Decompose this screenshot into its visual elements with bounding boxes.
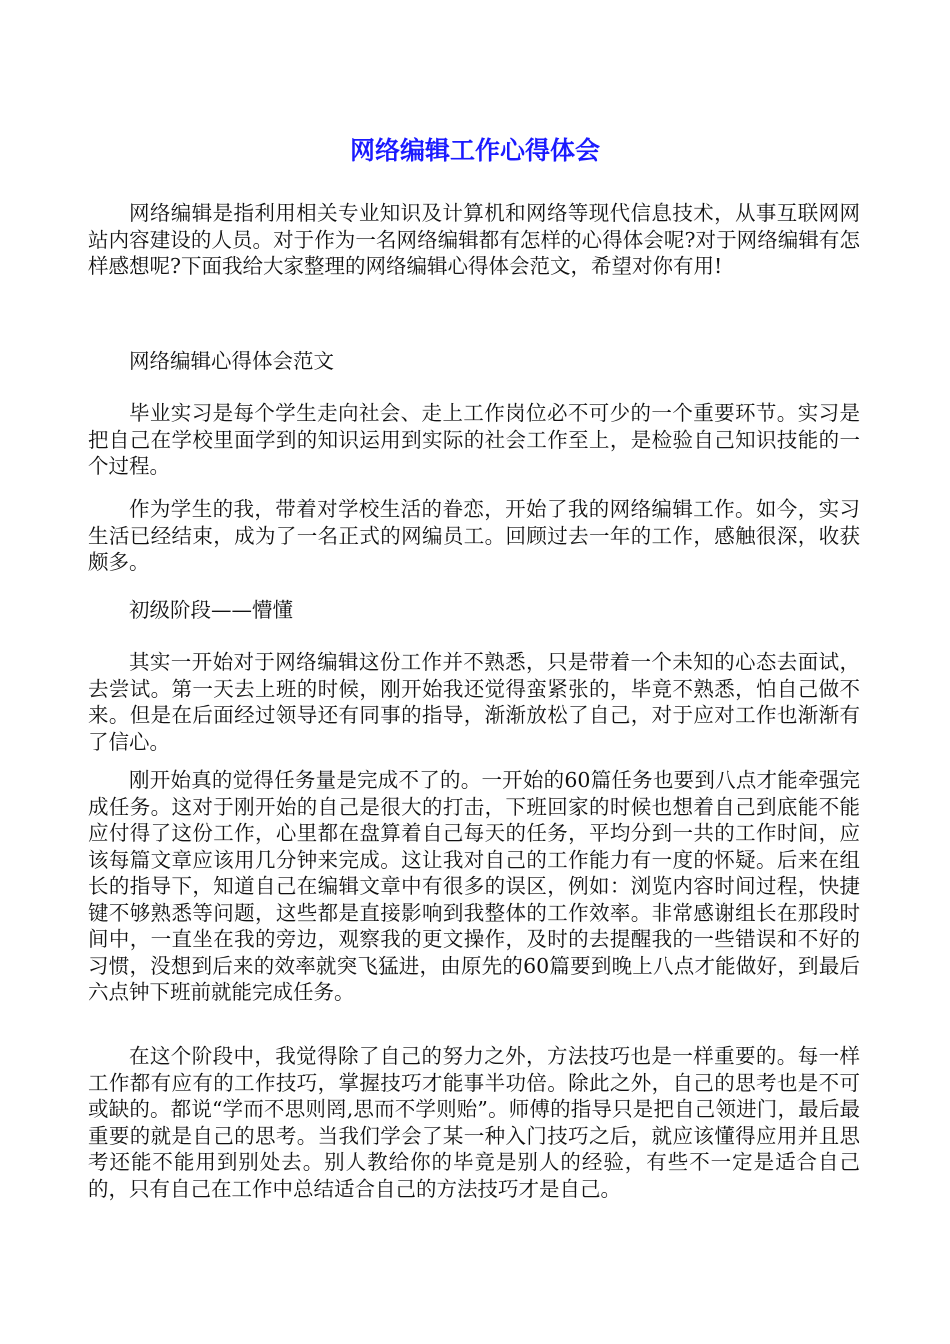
section-heading-stage: 初级阶段——懵懂 <box>129 598 293 622</box>
paragraph-internship: 毕业实习是每个学生走向社会、走上工作岗位必不可少的一个重要环节。实习是把自己在学校里面学到的知识运用到实际的社会工作至上，是检验自己知识技能的一个过程。 <box>88 401 860 478</box>
paragraph-workload: 刚开始真的觉得任务量是完成不了的。一开始的60篇任务也要到八点才能牵强完成任务。这对于刚开始的自己是很大的打击，下班回家的时候也想着自己到底能不能应付得了这份工作，心里都在盘算着自己每天的任务，平均分到一共的工作时间，应该每篇文章应该用几分钟来完成。这让我对自己的工作能力有一度的怀疑。后来在组长的指导下，知道自己在编辑文章中有很多的误区，例如：浏览内容时间过程，快捷键不够熟悉等问题，这些都是直接影响到我整体的工作效率。非常感谢组长在那段时间中，一直坐在我的旁边，观察我的更文操作，及时的去提醒我的一些错误和不好的习惯，没想到后来的效率就突飞猛进，由原先的60篇要到晚上八点才能做好，到最后六点钟下班前就能完成任务。 <box>88 768 860 1004</box>
paragraph-methods: 在这个阶段中，我觉得除了自己的努力之外，方法技巧也是一样重要的。每一样工作都有应有的工作技巧，掌握技巧才能事半功倍。除此之外，自己的思考也是不可或缺的。都说“学而不思则罔,思而不学则贻”。师傅的指导只是把自己领进门，最后最重要的就是自己的思考。当我们学会了某一种入门技巧之后，就应该懂得应用并且思考还能不能用到别处去。别人教给你的毕竟是别人的经验，有些不一定是适合自己的，只有自己在工作中总结适合自己的方法技巧才是自己。 <box>88 1044 860 1201</box>
paragraph-student: 作为学生的我，带着对学校生活的眷恋，开始了我的网络编辑工作。如今，实习生活已经结束，成为了一名正式的网编员工。回顾过去一年的工作，感触很深，收获颇多。 <box>88 497 860 574</box>
section-heading-sample: 网络编辑心得体会范文 <box>129 349 334 373</box>
paragraph-beginning: 其实一开始对于网络编辑这份工作并不熟悉，只是带着一个未知的心态去面试，去尝试。第一天去上班的时候，刚开始我还觉得蛮紧张的，毕竟不熟悉，怕自己做不来。但是在后面经过领导还有同事的指导，渐渐放松了自己，对于应对工作也渐渐有了信心。 <box>88 650 860 754</box>
page-title: 网络编辑工作心得体会 <box>349 136 600 165</box>
intro-paragraph: 网络编辑是指利用相关专业知识及计算机和网络等现代信息技术，从事互联网网站内容建设的人员。对于作为一名网络编辑都有怎样的心得体会呢?对于网络编辑有怎样感想呢?下面我给大家整理的网络编辑心得体会范文，希望对你有用! <box>88 201 860 278</box>
